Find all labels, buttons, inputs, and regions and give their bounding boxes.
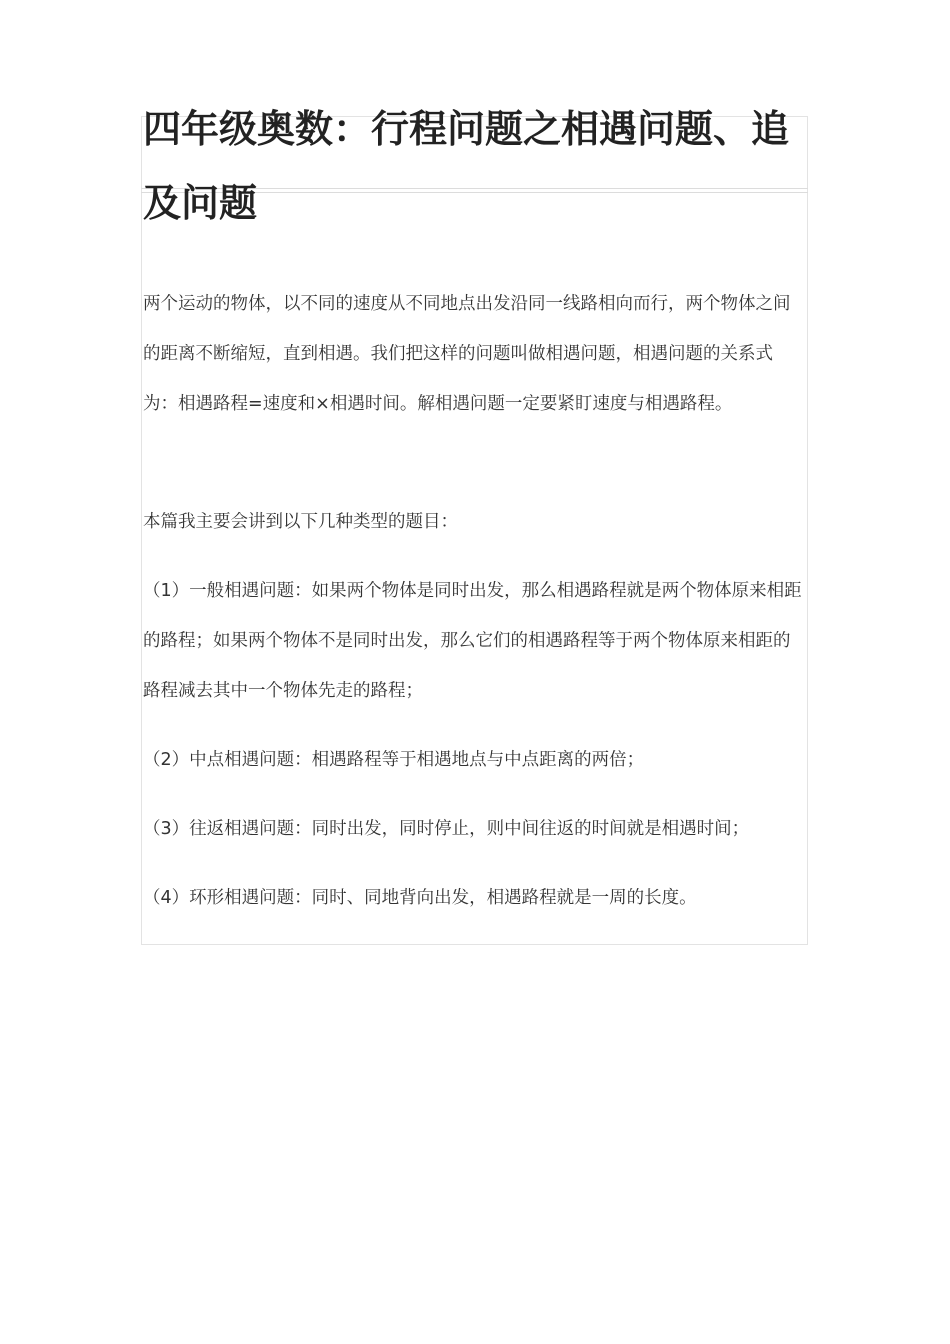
- outline-paragraph: 本篇我主要会讲到以下几种类型的题目：: [143, 512, 458, 532]
- list-item-midpoint-meeting: （2）中点相遇问题：相遇路程等于相遇地点与中点距离的两倍；: [143, 750, 645, 770]
- list-item-round-trip-meeting: （3）往返相遇问题：同时出发，同时停止，则中间往返的时间就是相遇时间；: [143, 819, 750, 839]
- list-item-general-meeting: （1）一般相遇问题：如果两个物体是同时出发，那么相遇路程就是两个物体原来相距的路程；如果两个物体不是同时出发，那么它们的相遇路程等于两个物体原来相距的路程减去其中一个物体先走的路程；: [143, 581, 802, 701]
- list-item-circular-meeting: （4）环形相遇问题：同时、同地背向出发，相遇路程就是一周的长度。: [143, 888, 697, 908]
- intro-paragraph: 两个运动的物体，以不同的速度从不同地点出发沿同一线路相向而行，两个物体之间的距离不断缩短，直到相遇。我们把这样的问题叫做相遇问题，相遇问题的关系式为：相遇路程=速度和×相遇时间。解相遇问题一定要紧盯速度与相遇路程。: [143, 294, 791, 414]
- article-title: 四年级奥数：行程问题之相遇问题、追及问题: [143, 107, 790, 225]
